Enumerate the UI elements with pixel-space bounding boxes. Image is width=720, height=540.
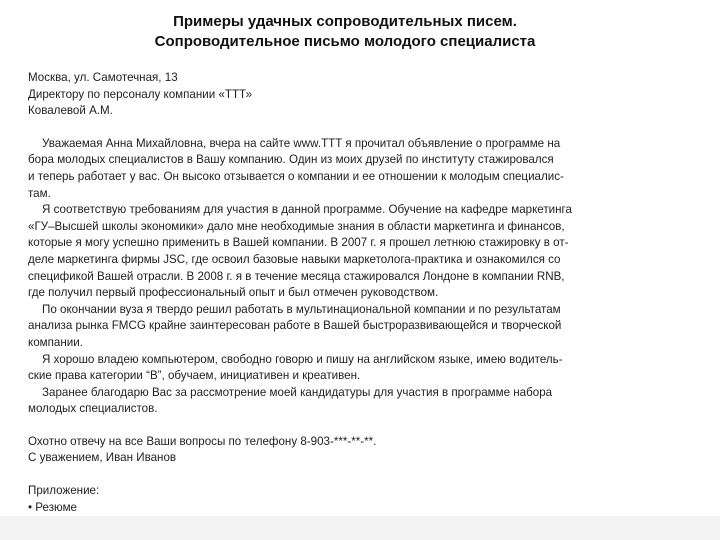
text-line: там. — [28, 186, 51, 200]
text-line: «ГУ–Высшей школы экономики» дало мне необходимые знания в области маркетинга и финансов, — [28, 219, 565, 233]
page-bottom-edge — [0, 516, 720, 540]
text-line: спецификой Вашей отрасли. В 2008 г. я в течение месяца стажировался Лондоне в компании RNB, — [28, 269, 565, 283]
text-line: бора молодых специалистов в Вашу компанию. Один из моих друзей по институту стажировался — [28, 153, 554, 167]
text-line: компании. — [28, 335, 83, 349]
text-line: молодых специалистов. — [28, 402, 158, 416]
address-block — [28, 70, 618, 120]
address-line: Ковалевой А.М. — [28, 104, 113, 118]
text-line: деле маркетинга фирмы JSC, где освоил базовые навыки маркетолога-практика и ознакомился со — [28, 252, 561, 266]
text-line: которые я могу успешно применить в Вашей компании. В 2007 г. я прошел летнюю стажировку в от- — [28, 236, 569, 250]
text-line: и теперь работает у вас. Он высоко отзывается о компании и ее отношении к молодым специалис- — [28, 169, 564, 183]
address-line: Москва, ул. Самотечная, 13 — [28, 71, 178, 84]
text-line: анализа рынка FMCG крайне заинтересован работе в Вашей быстроразвивающейся и творческой — [28, 319, 562, 333]
text-line: где получил первый профессиональный опыт и был отмечен руководством. — [28, 286, 439, 300]
paragraph-skills — [28, 352, 618, 385]
paragraph-qualifications — [28, 202, 618, 302]
attachments-heading: Приложение: — [28, 484, 100, 498]
text-line: Я соответствую требованиям для участия в данной программе. Обучение на кафедре маркетинга — [42, 203, 572, 217]
paragraph-motivation — [28, 302, 618, 352]
text-line: Заранее благодарю Вас за рассмотрение моей кандидатуры для участия в программе набора — [42, 385, 553, 399]
contact-phone-line: Охотно отвечу на все Ваши вопросы по телефону 8-903-***-**-**. — [28, 434, 377, 448]
text-line: ские права категории “В”, обучаем, инициативен и креативен. — [28, 369, 361, 383]
text-line: Уважаемая Анна Михайловна, вчера на сайте www.TTT я прочитал объявление о программе на — [42, 136, 561, 150]
paragraph-thanks — [28, 385, 618, 418]
address-line: Директору по персоналу компании «ТТТ» — [28, 87, 253, 101]
text-line: Я хорошо владею компьютером, свободно говорю и пишу на английском языке, имею водитель- — [42, 352, 563, 366]
text-line: По окончании вуза я твердо решил работать в мультинациональной компании и по результатам — [42, 302, 561, 316]
title-line-1: Примеры удачных сопроводительных писем. — [173, 13, 517, 30]
closing-block — [28, 434, 618, 467]
paragraph-greeting — [28, 136, 618, 202]
signature-line: С уважением, Иван Иванов — [28, 451, 177, 465]
document-title — [0, 12, 690, 52]
letter-body — [28, 70, 618, 533]
attachment-item: • Резюме — [28, 500, 77, 514]
title-line-2: Сопроводительное письмо молодого специалиста — [154, 33, 536, 50]
